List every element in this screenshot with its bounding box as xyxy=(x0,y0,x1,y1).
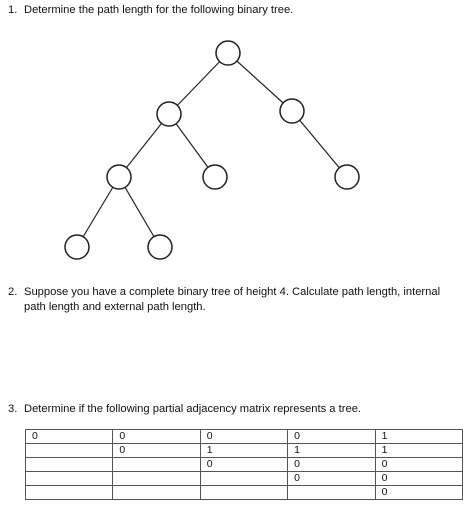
matrix-cell: 1 xyxy=(288,444,375,458)
matrix-cell: 0 xyxy=(200,430,287,444)
matrix-cell: 0 xyxy=(288,458,375,472)
matrix-cell: 0 xyxy=(113,444,200,458)
matrix-cell: 0 xyxy=(375,458,462,472)
matrix-cell: 0 xyxy=(375,472,462,486)
matrix-row xyxy=(26,458,463,472)
question-number: 2. xyxy=(8,286,18,298)
tree-node-leaf xyxy=(148,235,172,259)
question-text: Determine the path length for the following binary tree. xyxy=(24,4,294,16)
matrix-cell xyxy=(113,472,200,486)
tree-node xyxy=(157,102,181,126)
matrix-row xyxy=(26,444,463,458)
matrix-cell: 1 xyxy=(375,444,462,458)
matrix-cell: 0 xyxy=(375,486,462,500)
matrix-cell xyxy=(113,458,200,472)
matrix-cell xyxy=(200,472,287,486)
matrix-cell: 0 xyxy=(113,430,200,444)
matrix-cell: 0 xyxy=(288,430,375,444)
question-number: 3. xyxy=(8,403,18,415)
matrix-cell xyxy=(26,472,113,486)
adjacency-matrix-table xyxy=(25,429,463,500)
matrix-row xyxy=(26,430,463,444)
matrix-cell: 1 xyxy=(200,444,287,458)
matrix-cell: 0 xyxy=(26,430,113,444)
matrix-cell xyxy=(26,458,113,472)
tree-node-root xyxy=(216,41,240,65)
tree-edge xyxy=(228,53,292,111)
matrix-row xyxy=(26,486,463,500)
tree-node xyxy=(107,165,131,189)
matrix-cell xyxy=(26,486,113,500)
matrix-cell xyxy=(288,486,375,500)
tree-node-leaf xyxy=(335,165,359,189)
matrix-row xyxy=(26,472,463,486)
matrix-cell: 0 xyxy=(288,472,375,486)
question-text: Suppose you have a complete binary tree of height 4. Calculate path length, internal path length and external path length. xyxy=(24,286,441,313)
tree-node xyxy=(280,99,304,123)
tree-edge xyxy=(292,111,347,177)
question-number: 1. xyxy=(8,4,18,16)
matrix-cell xyxy=(113,486,200,500)
matrix-cell xyxy=(26,444,113,458)
tree-node-leaf xyxy=(65,235,89,259)
tree-node-leaf xyxy=(203,165,227,189)
question-text: Determine if the following partial adjacency matrix represents a tree. xyxy=(24,403,362,415)
matrix-cell: 0 xyxy=(200,458,287,472)
matrix-cell: 1 xyxy=(375,430,462,444)
matrix-cell xyxy=(200,486,287,500)
